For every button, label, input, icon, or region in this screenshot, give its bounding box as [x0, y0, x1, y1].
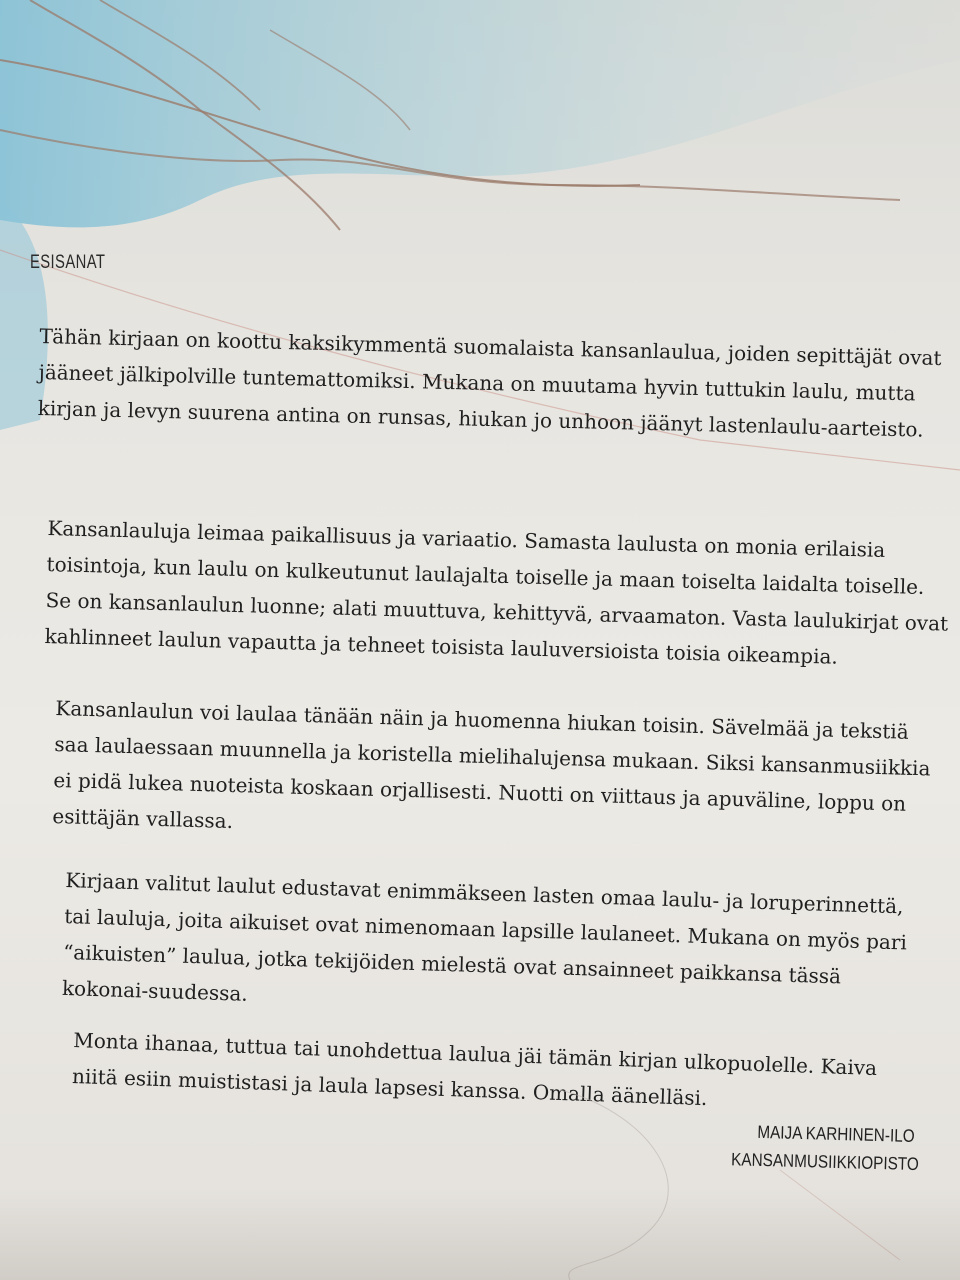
paragraph-3 [52, 690, 941, 859]
paragraph-text: Kirjaan valitut laulut edustavat enimmäkseen lasten omaa laulu- ja loruperinnettä, tai lauluja, joita aikuiset ovat nimenomaan lapsille laulaneet. Mukana on myös pari “aikuisten” laulua, jotka tekijöiden mielestä ovat ansainneet paikkansa tässä kokonai-suudessa. [61, 867, 908, 1006]
author-organization: KANSANMUSIIKKIOPISTO [730, 1149, 920, 1175]
paragraph-2 [44, 510, 952, 678]
paragraph-text: Kansanlaulun voi laulaa tänään näin ja huomenna hiukan toisin. Sävelmää ja tekstiä saa laulaessaan muunnella ja koristella mielihalujensa mukaan. Siksi kansanmusiikkia ei pidä lukea nuoteista koskaan orjallisesti. Nuotti on viittaus ja apuväline, loppu on esittäjän vallassa. [52, 695, 931, 833]
page-shadow [0, 1190, 960, 1280]
paragraph-1 [37, 318, 959, 448]
paragraph-text: Monta ihanaa, tuttua tai unohdettua laulua jäi tämän kirjan ulkopuolelle. Kaiva niitä esiin muististasi ja laula lapsesi kanssa. Omalla äänelläsi. [71, 1027, 878, 1111]
section-heading: ESISANAT [30, 252, 106, 273]
paragraph-text: Tähän kirjaan on koottu kaksikymmentä suomalaista kansanlaulua, joiden sepittäjät ovat jääneet jälkipolville tuntemattomiksi. Mukana on muutama hyvin tuttukin laulu, mutta kirjan ja levyn suurena antina on runsas, hiukan jo unhoon jäänyt lastenlaulu-aarteisto. [37, 323, 942, 442]
paragraph-4 [61, 862, 915, 1033]
paragraph-5 [71, 1022, 913, 1123]
author-name: MAIJA KARHINEN-ILO [757, 1121, 915, 1146]
watercolor-wash [0, 0, 960, 227]
signature-block [699, 1116, 920, 1178]
paragraph-text: Kansanlauluja leimaa paikallisuus ja variaatio. Samasta laulusta on monia erilaisia toisintoja, kun laulu on kulkeutunut laulajalta toiselle ja maan toiselta laidalta toiselle. Se on kansanlaulun luonne; alati muuttuva, kehittyvä, arvaamaton. Vasta laulukirjat ovat kahlinneet laulun vapautta ja tehneet toisista lauluversioista toisia oikeampia. [44, 515, 949, 669]
